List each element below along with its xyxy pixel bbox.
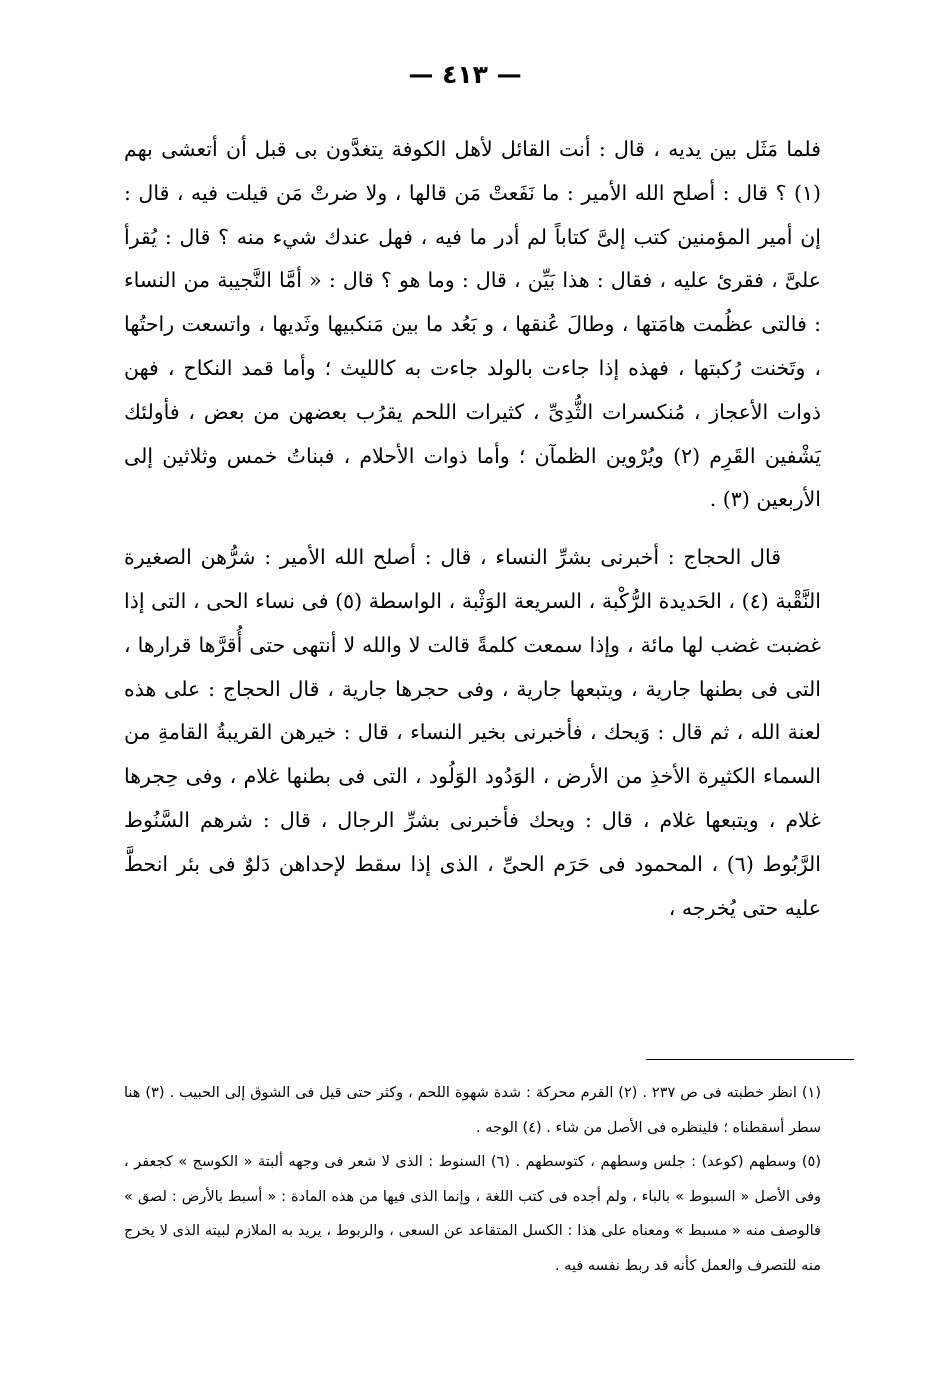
- footnote-block: (١) انظر خطبته فى ص ٢٣٧ . (٢) القرم محركة : شدة شهوة اللحم ، وكثر حتى قيل فى الشوق إلى الحبيب . (٣) هنا سطر أسقطناه ؛ فلينظره فى الأصل من شاء . (٤) الوجه .: [124, 1085, 822, 1136]
- main-text: [124, 128, 821, 930]
- footnote-block: (٥) وسطهم (كوعد) : جلس وسطهم ، كتوسطهم . (٦) السنوط : الذى لا شعر فى وجهه ألبتة « الكوسج » كجعفر ، وفى الأصل « السبوط » بالباء ، ولم أجده فى كتب اللغة ، وإنما الذى فيها من هذه المادة : « أسبط بالأرض : لصق » فالوصف منه « مسبط » ومعناه على هذا : الكسل المتقاعد عن السعى ، والربوط ، يريد به الملازم لبيته الذى لا يخرج منه للتصرف والعمل كأنه قد ربط نفسه فيه .: [124, 1154, 821, 1274]
- footnote-divider: [646, 1059, 854, 1060]
- page-number: — ٤١٣ —: [408, 60, 522, 89]
- paragraph: قال الحجاج : أخبرنى بشرِّ النساء ، قال : أصلح الله الأمير : شرُّهن الصغيرة النَّقْبة (٤) ، الحَديدة الرُّكْبة ، السريعة الوَثْبة ، الواسطة (٥) فى نساء الحى ، التى إذا غضبت غضب لها مائة ، وإذا سمعت كلمةً قالت لا والله لا أنتهى حتى أُقرَّها قرارها ، التى فى بطنها جارية ، ويتبعها جارية ، وفى حجرها جارية ، قال الحجاج : على هذه لعنة الله ، ثم قال : وَيحك ، فأخبرنى بخير النساء ، قال : خيرهن القريبةُ القامةِ من السماء الكثيرة الأخذِ من الأرض ، الوَدُود الوَلُود ، التى فى بطنها غلام ، وفى حِجرها غلام ، ويتبعها غلام ، قال : ويحك فأخبرنى بشرِّ الرجال ، قال : شرهم السَّنُوط الرَّبُوط (٦) ، المحمود فى حَرَم الحىِّ ، الذى إذا سقط لإحداهن دَلوٌ فى بئر انحطَّ عليه حتى يُخرجه ،: [124, 545, 821, 920]
- footnotes: [124, 1076, 821, 1283]
- paragraph: فلما مَثَل بين يديه ، قال : أنت القائل لأهل الكوفة يتغدَّون بى قبل أن أتعشى بهم (١) ؟ قال : أصلح الله الأمير : ما نَفَعتْ مَن قالها ، ولا ضرتْ مَن قيلت فيه ، قال : إن أمير المؤمنين كتب إلىَّ كتاباً لم أدر ما فيه ، فهل عندك شيء منه ؟ قال : يُقرأ علىَّ ، فقرئ عليه ، فقال : هذا بَيِّن ، قال : وما هو ؟ قال : « أمَّا النَّجيبة من النساء : فالتى عظُمت هامَتها ، وطالَ عُنقها ، و بَعُد ما بين مَنكبيها وثَديها ، واتسعت راحتُها ، وتَخنت رُكبتها ، فهذه إذا جاءت بالولد جاءت به كالليث ؛ وأما قمد النكاح ، فهن ذوات الأعجاز ، مُنكسرات الثُّدِىِّ ، كثيرات اللحم يقرُب بعضهن من بعض ، فأولئك يَشْفين القَرِم (٢) ويُرْوين الظمآن ؛ وأما ذوات الأحلام ، فبناتُ خمس وثلاثين إلى الأربعين (٣) .: [124, 137, 821, 512]
